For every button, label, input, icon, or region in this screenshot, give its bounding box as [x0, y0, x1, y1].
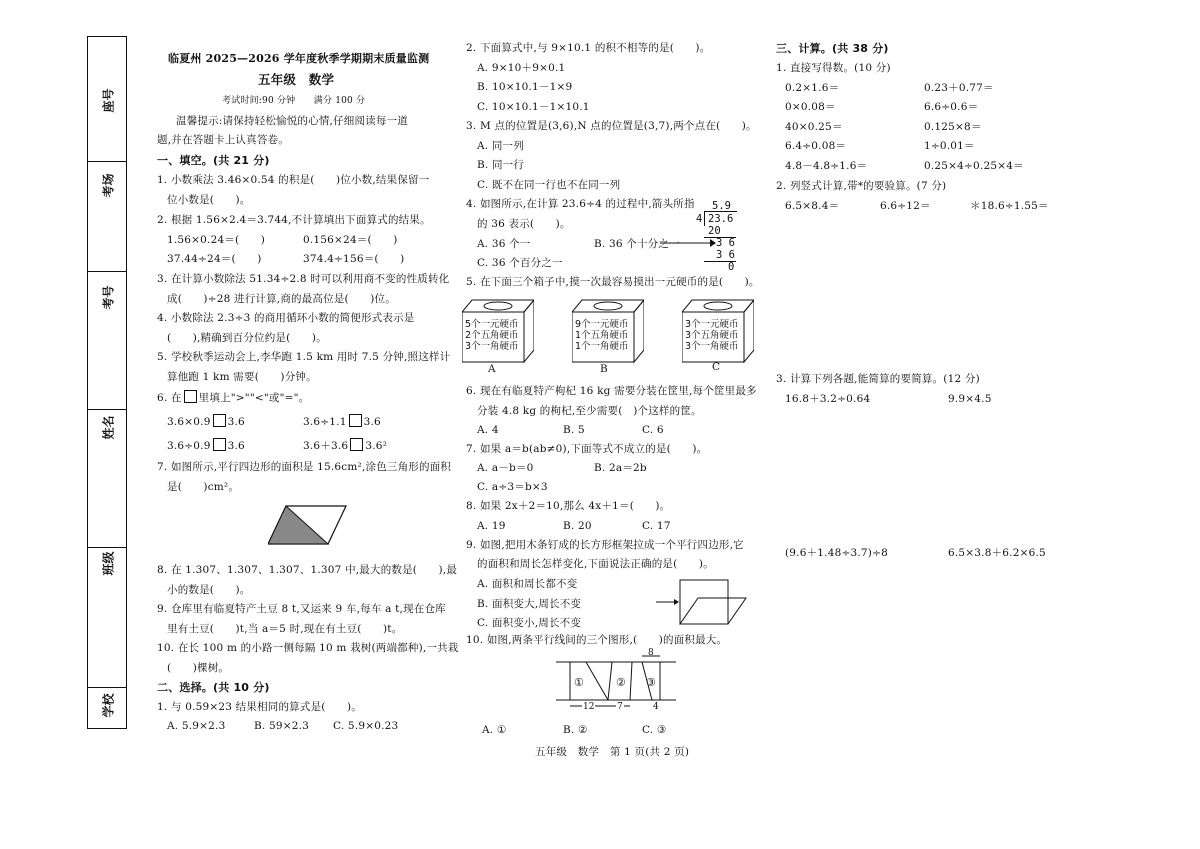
section-choice: 二、选择。(共 10 分) — [157, 681, 270, 694]
question-text: 5. 学校秋季运动会上,李华跑 1.5 km 用时 7.5 分钟,照这样计 — [157, 351, 451, 363]
simplify-item: 16.8＋3.2÷0.64 — [785, 393, 871, 405]
compare-item: 3.6＋3.6 3.6² — [303, 440, 388, 452]
sidebar-divider — [88, 547, 126, 548]
direct-calc-item: 4.8－4.8÷1.6＝ — [785, 160, 868, 172]
section-fill-blank: 一、填空。(共 21 分) — [157, 154, 270, 167]
direct-calc-item: 1÷0.01＝ — [924, 140, 975, 152]
direct-calc-item: 0.2×1.6＝ — [785, 82, 840, 94]
compare-item: 3.6×0.9 3.6 — [167, 416, 245, 428]
option-a: A. a－b＝0 — [477, 462, 534, 474]
question-text: ( )棵树。 — [167, 662, 230, 674]
exam-number-label: 考号 — [101, 285, 116, 310]
option-c: C. a÷3＝b×3 — [477, 481, 548, 493]
box-label-c: C — [712, 361, 721, 373]
question-text: 8. 在 1.307、1.307、1.307、1.307 中,最大的数是( ),最 — [157, 564, 458, 576]
vertical-calc-item: 6.5×8.4＝ — [785, 200, 840, 212]
box-label-a: A — [488, 363, 496, 375]
school-label: 学校 — [101, 693, 116, 718]
sidebar-divider — [88, 409, 126, 410]
option-b: B. 10×10.1－1×9 — [477, 81, 573, 93]
direct-calc-item: 6.6÷0.6＝ — [924, 101, 979, 113]
sidebar-divider — [88, 161, 126, 162]
question-text: 7. 如图所示,平行四边形的面积是 15.6cm²,涂色三角形的面积 — [157, 461, 452, 473]
option-b: B. 5 — [563, 424, 585, 436]
seat-number-label: 座号 — [101, 88, 116, 113]
class-label: 班级 — [101, 551, 116, 576]
simplify-item: 9.9×4.5 — [948, 393, 992, 405]
question-text: 3. M 点的位置是(3,6),N 点的位置是(3,7),两个点在( )。 — [466, 120, 757, 132]
option-c: C. 36 个百分之一 — [477, 257, 563, 269]
option-c: C. 面积变小,周长不变 — [477, 617, 582, 629]
simplify-item: 6.5×3.8＋6.2×6.5 — [948, 547, 1046, 559]
tip-line-2: 题,并在答题卡上认真答卷。 — [157, 134, 289, 146]
q6-prefix: 6. 在 — [157, 392, 182, 404]
vertical-calc-item: ＊18.6÷1.55＝ — [970, 200, 1049, 212]
answer-box[interactable] — [213, 438, 226, 451]
question-text: 分装 4.8 kg 的枸杞,至少需要( )个这样的筐。 — [477, 405, 702, 417]
question-text: 374.4÷156＝( ) — [303, 253, 405, 265]
name-label: 姓名 — [101, 415, 116, 440]
sidebar-divider — [88, 687, 126, 688]
question-text: 算他跑 1 km 需要( )分钟。 — [167, 371, 317, 383]
parallel-lines-figure: ① ② ③ 8 12 7 4 — [556, 650, 676, 714]
tip-line-1: 温馨提示:请保持轻松愉悦的心情,仔细阅读每一道 — [176, 115, 408, 127]
exam-room-label: 考场 — [101, 173, 116, 198]
option-a: A. 36 个一 — [477, 238, 531, 250]
option-b: B. 36 个十分之一 — [594, 238, 680, 250]
option-a: A. 9×10＋9×0.1 — [477, 62, 566, 74]
direct-calc-item: 0×0.08＝ — [785, 101, 836, 113]
option-b: B. 同一行 — [477, 159, 525, 171]
page-footer: 五年级 数学 第 1 页(共 2 页) — [535, 746, 690, 758]
question-text: 里有土豆( )t,当 a＝5 时,现在有土豆( )t。 — [167, 623, 403, 635]
option-a: A. 5.9×2.3 — [167, 720, 226, 732]
question-text: 3. 计算下列各题,能简算的要简算。(12 分) — [776, 373, 980, 385]
option-c: C. 6 — [642, 424, 664, 436]
question-text: 9. 仓库里有临夏特产土豆 8 t,又运来 9 车,每车 a t,现在仓库 — [157, 603, 446, 615]
option-a: A. 19 — [477, 520, 506, 532]
answer-box[interactable] — [213, 414, 226, 427]
question-text: 37.44÷24＝( ) — [167, 253, 262, 265]
question-text: 8. 如果 2x＋2＝10,那么 4x＋1＝( )。 — [466, 500, 671, 512]
direct-calc-item: 0.25×4÷0.25×4＝ — [924, 160, 1024, 172]
option-c: C. 10×10.1－1×10.1 — [477, 101, 590, 113]
question-text: 小的数是( )。 — [167, 584, 251, 596]
coin-box-b: 9个一元硬币 1个五角硬币 1个一角硬币 — [572, 298, 644, 364]
simplify-item: (9.6＋1.48÷3.7)÷8 — [785, 547, 888, 559]
coin-box-a: 5个一元硬币 2个五角硬币 3个一角硬币 — [462, 298, 534, 364]
question-text: 2. 列竖式计算,带*的要验算。(7 分) — [776, 180, 947, 192]
option-b: B. 2a＝2b — [594, 462, 647, 474]
question-text: 1. 小数乘法 3.46×0.54 的积是( )位小数,结果保留一 — [157, 174, 430, 186]
question-text: 4. 如图所示,在计算 23.6÷4 的过程中,箭头所指 — [466, 198, 695, 210]
question-text: 成( )÷28 进行计算,商的最高位是( )位。 — [167, 293, 396, 305]
direct-calc-item: 40×0.25＝ — [785, 121, 843, 133]
option-a: A. 同一列 — [477, 140, 524, 152]
grade-subject: 五年级 数学 — [258, 72, 335, 87]
option-a: A. ① — [482, 724, 507, 736]
student-info-sidebar — [87, 36, 127, 729]
section-calculation: 三、计算。(共 38 分) — [776, 42, 889, 55]
question-text: 是( )cm²。 — [167, 481, 240, 493]
box-label-b: B — [600, 363, 608, 375]
answer-box[interactable] — [350, 438, 363, 451]
arrow-icon — [660, 236, 716, 250]
question-text: 1. 与 0.59×23 结果相同的算式是( )。 — [157, 701, 362, 713]
question-text: 2. 根据 1.56×2.4＝3.744,不计算填出下面算式的结果。 — [157, 214, 431, 226]
vertical-calc-item: 6.6÷12＝ — [880, 200, 931, 212]
option-c: C. 17 — [642, 520, 671, 532]
option-b: B. 59×2.3 — [254, 720, 310, 732]
question-text: 3. 在计算小数除法 51.34÷2.8 时可以利用商不变的性质转化 — [157, 273, 450, 285]
compare-item: 3.6÷0.9 3.6 — [167, 440, 245, 452]
option-c: C. 既不在同一行也不在同一列 — [477, 179, 621, 191]
question-text: 2. 下面算式中,与 9×10.1 的积不相等的是( )。 — [466, 42, 711, 54]
exam-time-info: 考试时间:90 分钟 满分 100 分 — [222, 96, 366, 106]
option-c: C. ③ — [642, 724, 667, 736]
option-b: B. 20 — [563, 520, 592, 532]
q6-suffix: 里填上">""<"或"="。 — [198, 392, 310, 404]
exam-title: 临夏州 2025—2026 学年度秋季学期期末质量监测 — [168, 52, 430, 65]
parallelogram-figure — [268, 504, 348, 546]
question-text: 4. 小数除法 2.3÷3 的商用循环小数的简便形式表示是 — [157, 312, 415, 324]
option-a: A. 面积和周长都不变 — [477, 578, 578, 590]
question-text: 5. 在下面三个箱子中,摸一次最容易摸出一元硬币的是( )。 — [466, 276, 760, 288]
answer-box[interactable] — [349, 414, 362, 427]
compare-item: 3.6÷1.1 3.6 — [303, 416, 381, 428]
direct-calc-item: 0.23＋0.77＝ — [924, 82, 994, 94]
option-b: B. ② — [563, 724, 588, 736]
rectangle-to-parallelogram-figure — [656, 578, 752, 630]
question-text — [157, 390, 309, 405]
question-text: 9. 如图,把用木条钉成的长方形框架拉成一个平行四边形,它 — [466, 539, 744, 551]
direct-calc-item: 0.125×8＝ — [924, 121, 982, 133]
question-text: 0.156×24＝( ) — [303, 234, 398, 246]
answer-box[interactable] — [184, 390, 197, 403]
question-text: 10. 如图,两条平行线间的三个图形,( )的面积最大。 — [466, 634, 728, 646]
question-text: 10. 在长 100 m 的小路一侧每隔 10 m 栽树(两端都种),一共栽 — [157, 642, 459, 654]
question-text: 1.56×0.24＝( ) — [167, 234, 266, 246]
option-c: C. 5.9×0.23 — [333, 720, 399, 732]
long-division-figure: 5.9 4 23.6 20 3 6 3 6 0 — [690, 200, 750, 274]
question-text: 位小数是( )。 — [167, 194, 251, 206]
sidebar-divider — [88, 271, 126, 272]
coin-box-c: 3个一元硬币 3个五角硬币 3个一角硬币 — [682, 298, 754, 364]
question-text: 6. 现在有临夏特产枸杞 16 kg 需要分装在筐里,每个筐里最多 — [466, 385, 757, 397]
option-a: A. 4 — [477, 424, 499, 436]
question-text: ( ),精确到百分位约是( )。 — [167, 332, 327, 344]
question-text: 的 36 表示( )。 — [477, 218, 571, 230]
question-text: 7. 如果 a＝b(ab≠0),下面等式不成立的是( )。 — [466, 443, 708, 455]
question-text: 的面积和周长怎样变化,下面说法正确的是( )。 — [477, 558, 714, 570]
question-text: 1. 直接写得数。(10 分) — [776, 62, 891, 74]
option-b: B. 面积变大,周长不变 — [477, 598, 582, 610]
direct-calc-item: 6.4÷0.08＝ — [785, 140, 847, 152]
